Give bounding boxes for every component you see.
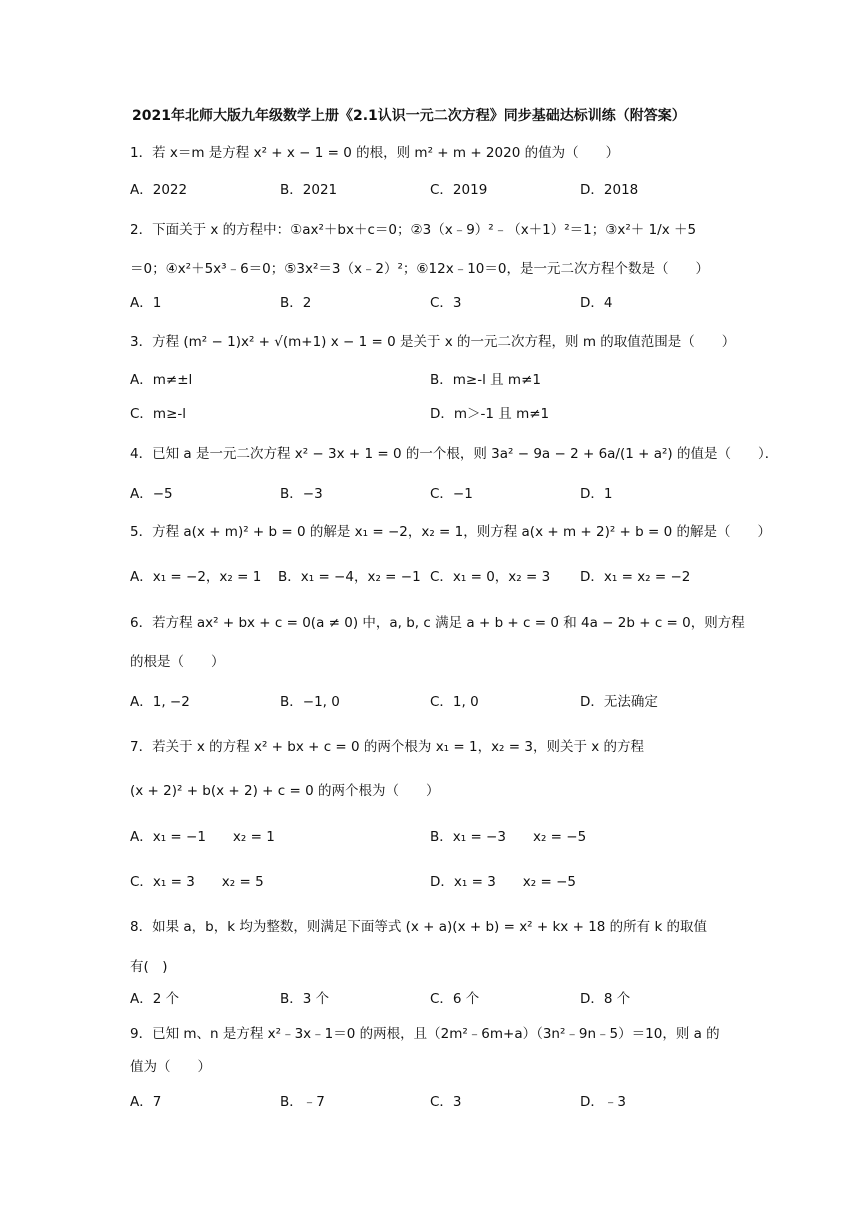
q1-option-c: C．2019 [430, 182, 488, 198]
q1-option-a: A．2022 [130, 182, 188, 198]
q7-option-d: D．x₁ = 3 x₂ = −5 [430, 874, 576, 890]
page-title: 2021年北师大版九年级数学上册《2.1认识一元二次方程》同步基础达标训练（附答案） [132, 108, 686, 124]
q6-option-b: B．−1, 0 [280, 694, 340, 710]
q1-option-b: B．2021 [280, 182, 338, 198]
q4-option-a: A．−5 [130, 486, 173, 502]
q9-option-a: A．7 [130, 1094, 162, 1110]
question-3-stem: 3．方程 (m² − 1)x² + √(m+1) x − 1 = 0 是关于 x 的一元二次方程，则 m 的取值范围是（ ） [130, 334, 736, 350]
question-5-stem: 5．方程 a(x + m)² + b = 0 的解是 x₁ = −2，x₂ = 1，则方程 a(x + m + 2)² + b = 0 的解是（ ） [130, 524, 772, 540]
question-6-stem-line1: 6．若方程 ax² + bx + c = 0(a ≠ 0) 中，a, b, c 满足 a + b + c = 0 和 4a − 2b + c = 0，则方程 [130, 615, 745, 631]
q6-option-d: D．无法确定 [580, 694, 658, 710]
q1-option-d: D．2018 [580, 182, 639, 198]
q4-option-c: C．−1 [430, 486, 473, 502]
q4-option-d: D．1 [580, 486, 613, 502]
question-8-stem-line2: 有( ) [130, 959, 168, 975]
q9-option-c: C．3 [430, 1094, 462, 1110]
q3-option-b: B．m≥-l 且 m≠1 [430, 372, 541, 388]
question-6-stem-line2: 的根是（ ） [130, 654, 225, 670]
question-8-stem-line1: 8．如果 a，b，k 均为整数，则满足下面等式 (x + a)(x + b) = x² + kx + 18 的所有 k 的取值 [130, 919, 708, 935]
q5-option-c: C．x₁ = 0，x₂ = 3 [430, 569, 551, 585]
question-2-stem-line2: ＝0；④x²＋5x³﹣6＝0；⑤3x²＝3（x﹣2）²；⑥12x﹣10＝0，是一元二次方程个数是（ ） [130, 261, 709, 277]
q3-option-a: A．m≠±l [130, 372, 193, 388]
q5-option-b: B．x₁ = −4，x₂ = −1 [278, 569, 421, 585]
question-1-stem: 1．若 x＝m 是方程 x² + x − 1 = 0 的根，则 m² + m + 2020 的值为（ ） [130, 145, 620, 161]
q7-option-c: C．x₁ = 3 x₂ = 5 [130, 874, 264, 890]
question-9-stem-line2: 值为（ ） [130, 1059, 211, 1075]
question-7-stem-line2: (x + 2)² + b(x + 2) + c = 0 的两个根为（ ） [130, 783, 440, 799]
q8-option-a: A．2 个 [130, 991, 180, 1007]
q5-option-d: D．x₁ = x₂ = −2 [580, 569, 691, 585]
q6-option-c: C．1, 0 [430, 694, 479, 710]
question-7-stem-line1: 7．若关于 x 的方程 x² + bx + c = 0 的两个根为 x₁ = 1，x₂ = 3，则关于 x 的方程 [130, 739, 645, 755]
q4-option-b: B．−3 [280, 486, 323, 502]
q8-option-d: D．8 个 [580, 991, 631, 1007]
q8-option-c: C．6 个 [430, 991, 480, 1007]
q2-option-b: B．2 [280, 295, 312, 311]
q9-option-b: B．﹣7 [280, 1094, 325, 1110]
q5-option-a: A．x₁ = −2，x₂ = 1 [130, 569, 262, 585]
q3-option-d: D．m＞-1 且 m≠1 [430, 406, 550, 422]
question-4-stem: 4．已知 a 是一元二次方程 x² − 3x + 1 = 0 的一个根，则 3a² − 9a − 2 + 6a/(1 + a²) 的值是（ ）． [130, 446, 779, 462]
question-2-stem-line1: 2．下面关于 x 的方程中：①ax²＋bx＋c＝0；②3（x﹣9）²﹣（x＋1）²＝1；③x²＋ 1/x ＋5 [130, 222, 697, 238]
q2-option-d: D．4 [580, 295, 613, 311]
q2-option-a: A．1 [130, 295, 162, 311]
q2-option-c: C．3 [430, 295, 462, 311]
q3-option-c: C．m≥-l [130, 406, 187, 422]
q9-option-d: D．﹣3 [580, 1094, 626, 1110]
question-9-stem-line1: 9．已知 m、n 是方程 x²﹣3x﹣1＝0 的两根，且（2m²﹣6m+a）（3n²﹣9n﹣5）＝10，则 a 的 [130, 1026, 720, 1042]
q7-option-b: B．x₁ = −3 x₂ = −5 [430, 829, 587, 845]
q6-option-a: A．1, −2 [130, 694, 190, 710]
q8-option-b: B．3 个 [280, 991, 330, 1007]
q7-option-a: A．x₁ = −1 x₂ = 1 [130, 829, 275, 845]
